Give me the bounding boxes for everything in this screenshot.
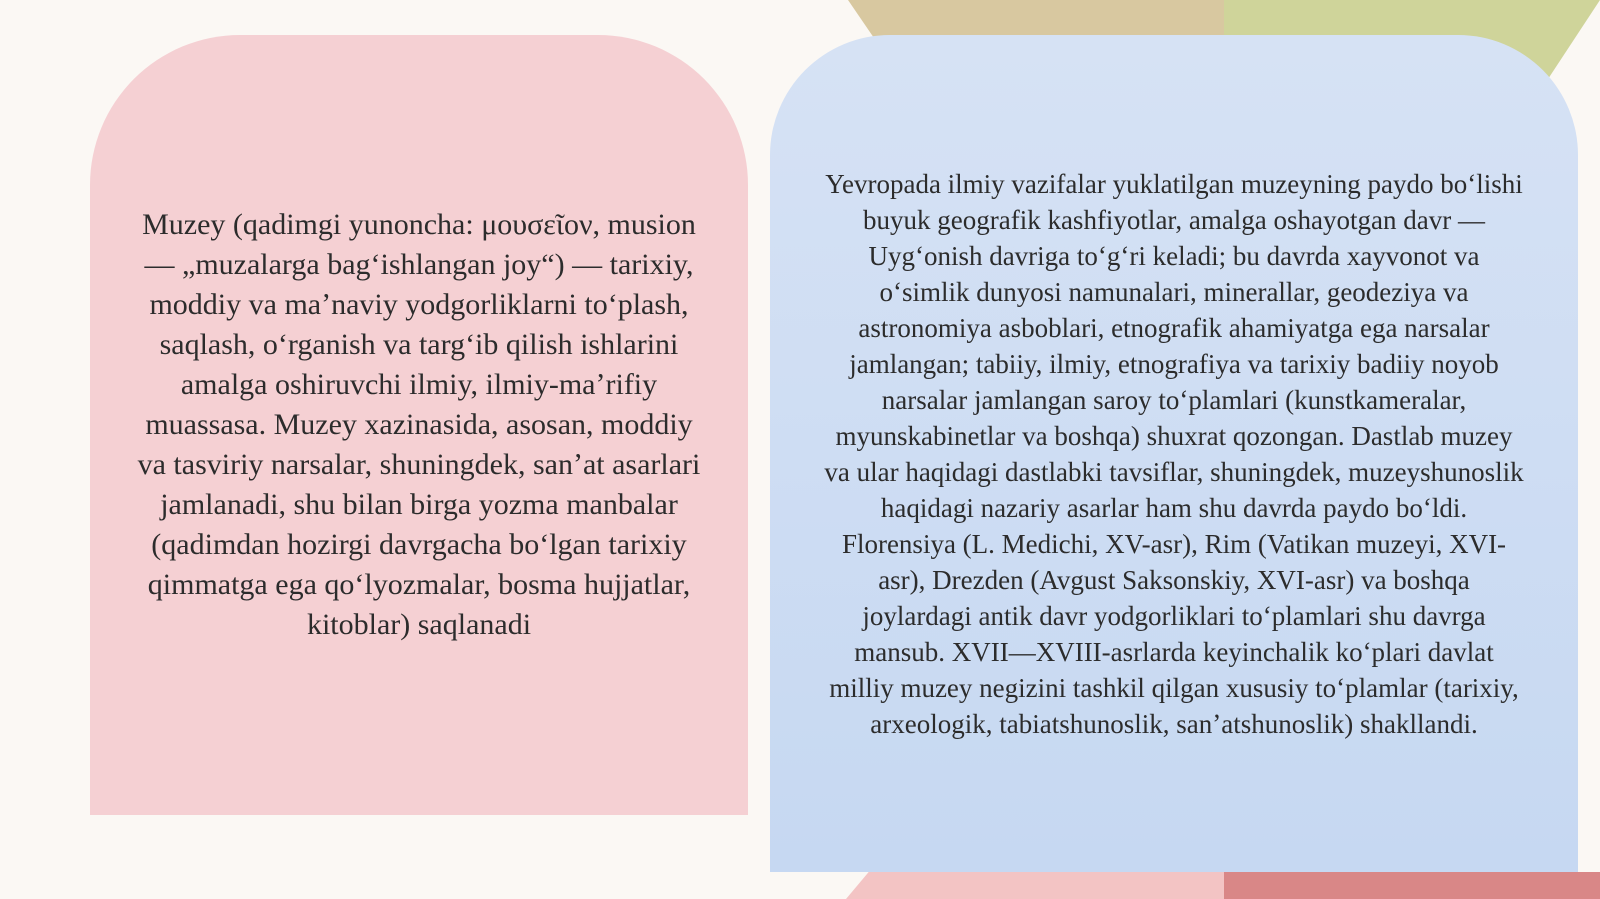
museum-history-text: Yevropada ilmiy vazifalar yuklatilgan muzeyning paydo boʻlishi buyuk geografik kashfiyotlar, amalga oshayotgan davr — Uygʻonish davriga toʻgʻri keladi; bu davrda xayvonot va oʻsimlik dunyosi namunalari, minerallar, geodeziya va astronomiya asboblari, etnografik ahamiyatga ega narsalar jamlangan; tabiiy, ilmiy, etnografiya va tarixiy badiiy noyob narsalar jamlangan saroy toʻplamlari (kunstkameralar, myunskabinetlar va boshqa) shuxrat qozongan. Dastlab muzey va ular haqidagi dastlabki tavsiflar, shuningdek, muzeyshunoslik haqidagi nazariy asarlar ham shu davrda paydo boʻldi. Florensiya (L. Medichi, XV-asr), Rim (Vatikan muzeyi, XVI-asr), Drezden (Avgust Saksonskiy, XVI-asr) va boshqa joylardagi antik davr yodgorliklari toʻplamlari shu davrga mansub. XVII—XVIII-asrlarda keyinchalik koʻplari davlat milliy muzey negizini tashkil qilgan xususiy toʻplamlar (tarixiy, arxeologik, tabiatshunoslik, sanʼatshunoslik) shakllandi. (824, 168, 1524, 739)
decorative-bottom-rose-shape (1224, 872, 1600, 899)
museum-definition-card (90, 35, 748, 815)
museum-history-card (770, 35, 1578, 872)
museum-definition-text: Muzey (qadimgi yunoncha: μουσεῖον, musion — „muzalarga bagʻishlangan joy“) — tarixiy, moddiy va maʼnaviy yodgorliklarni toʻplash, saqlash, oʻrganish va targʻib qilish ishlarini amalga oshiruvchi ilmiy, ilmiy-maʼrifiy muassasa. Muzey xazinasida, asosan, moddiy va tasviriy narsalar, shuningdek, sanʼat asarlari jamlanadi, shu bilan birga yozma manbalar (qadimdan hozirgi davrgacha boʻlgan tarixiy qimmatga ega qoʻlyozmalar, bosma hujjatlar, kitoblar) saqlanadi (137, 208, 701, 641)
decorative-bottom-pink-shape (846, 872, 1224, 899)
